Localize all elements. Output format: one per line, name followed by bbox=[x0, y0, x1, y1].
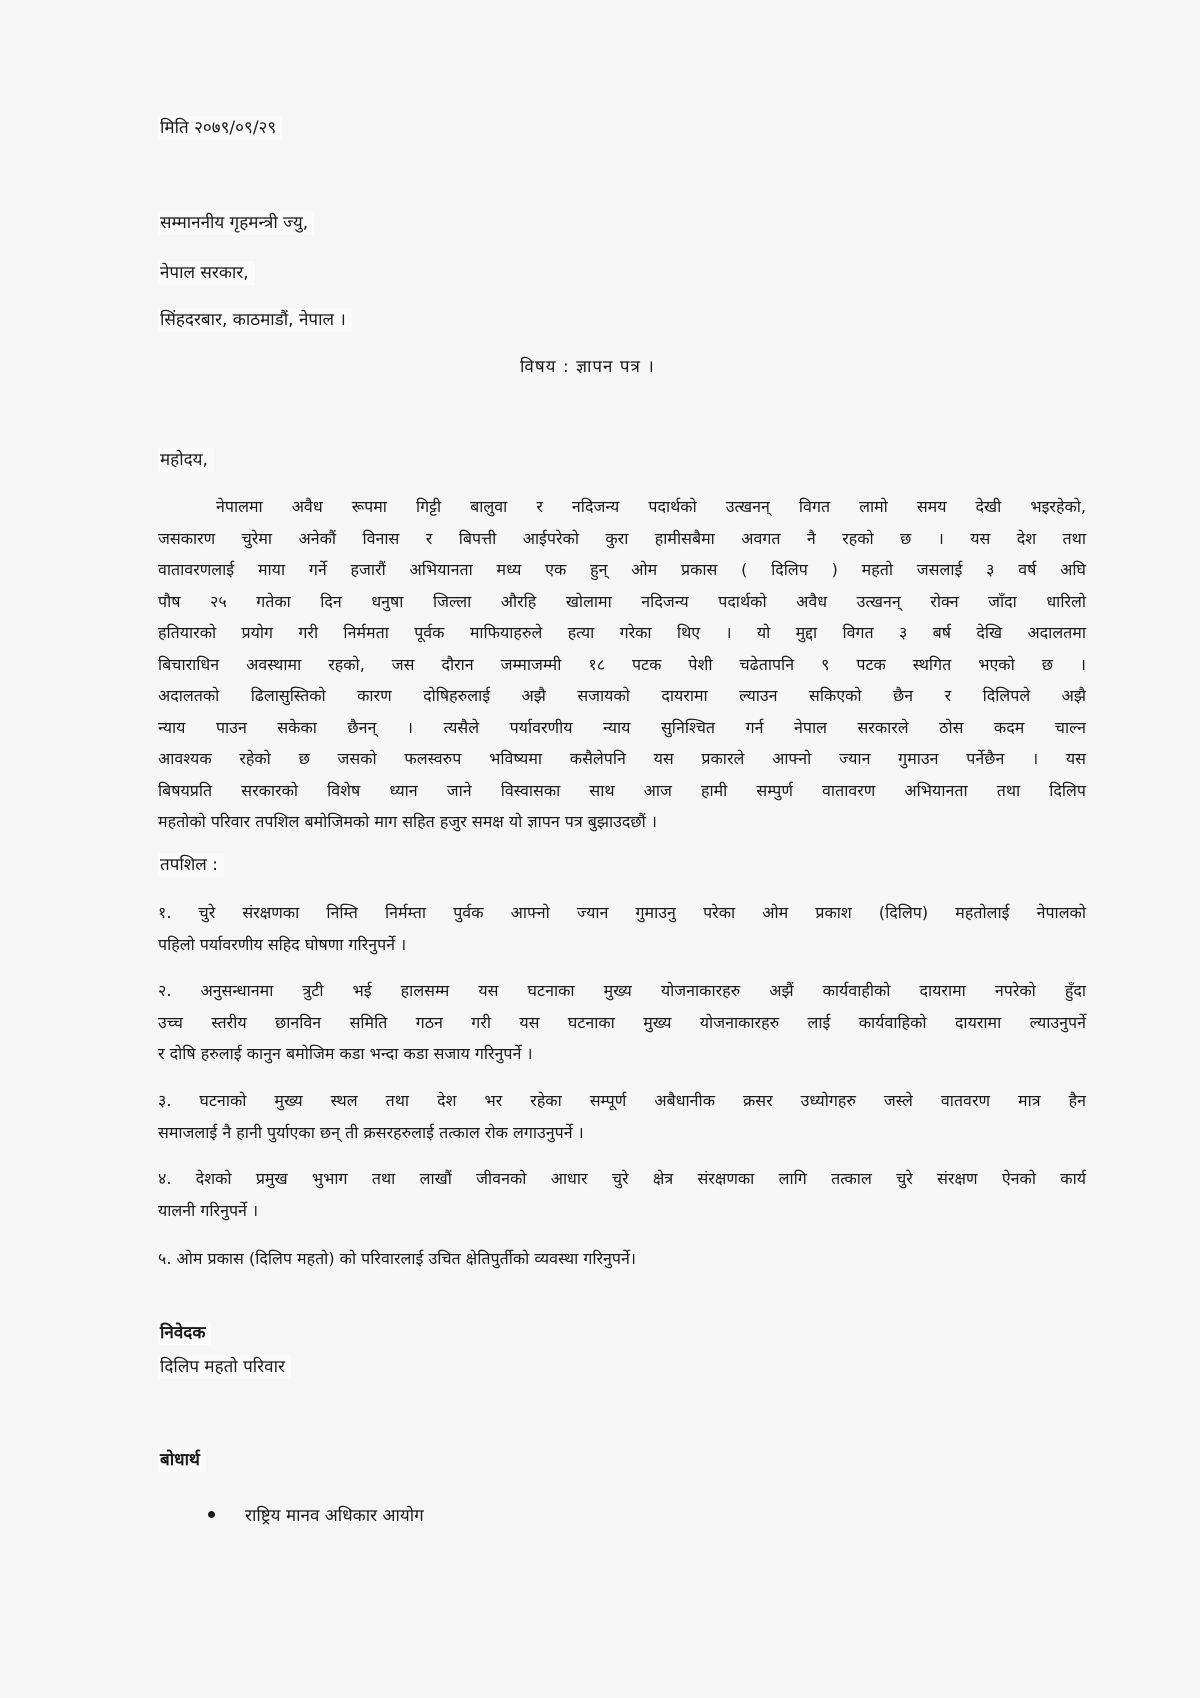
body-line: पौष २५ गतेका दिन धनुषा जिल्ला औरहि खोलामा नदिजन्य पदार्थको अवैध उत्खनन् रोक्न जाँदा धारिलो bbox=[158, 591, 1086, 611]
demand-4 bbox=[158, 1163, 1086, 1226]
letter-date: मिति २०७९/०९/२९ bbox=[158, 116, 282, 140]
cc-list-item bbox=[208, 1503, 424, 1526]
demand-line: समाजलाई नै हानी पुर्याएका छन् ती क्रसरहरुलाई तत्काल रोक लगाउनुपर्ने । bbox=[158, 1122, 584, 1142]
demand-line: ४. देशको प्रमुख भुभाग तथा लाखौं जीवनको आधार चुरे क्षेत्र संरक्षणका लागि तत्काल चुरे संरक्षण ऐनको कार्य bbox=[158, 1169, 1086, 1188]
signatory-name: दिलिप महतो परिवार bbox=[158, 1355, 291, 1379]
demand-line: १. चुरे संरक्षणका निम्ति निर्मम्ता पुर्वक आफ्नो ज्यान गुमाउनु परेका ओम प्रकाश (दिलिप) महतोलाई नेपालको bbox=[158, 903, 1086, 922]
demand-line: ३. घटनाको मुख्य स्थल तथा देश भर रहेका सम्पूर्ण अबैधानीक क्रसर उध्योगहरु जस्ले वातवरण मात्र हैन bbox=[158, 1091, 1086, 1110]
recipient-address: सिंहदरबार, काठमाडौं, नेपाल । bbox=[158, 308, 352, 332]
letter-body bbox=[158, 491, 1086, 838]
salutation: महोदय, bbox=[158, 448, 214, 472]
demand-line: र दोषि हरुलाई कानुन बमोजिम कडा भन्दा कडा सजाय गरिनुपर्ने । bbox=[158, 1044, 533, 1063]
letter-subject: विषय : ज्ञापन पत्र । bbox=[520, 357, 655, 377]
body-line: महतोको परिवार तपशिल बमोजिमको माग सहित हजुर समक्ष यो ज्ञापन पत्र बुझाउदछौं । bbox=[158, 812, 657, 831]
tapashil-label: तपशिल : bbox=[158, 853, 224, 877]
body-line: नेपालमा अवैध रूपमा गिट्टी बालुवा र नदिजन्य पदार्थको उत्खनन् विगत लामो समय देखी भइरहेको, bbox=[216, 497, 1086, 516]
demand-3 bbox=[158, 1085, 1086, 1148]
demand-line: उच्च स्तरीय छानविन समिति गठन गरी यस घटनाका मुख्य योजनाकारहरु लाई कार्यवाहिको दायरामा ल्याउनुपर्ने bbox=[158, 1012, 1086, 1032]
recipient-office: नेपाल सरकार, bbox=[158, 261, 255, 285]
body-line: आवश्यक रहेको छ जसको फलस्वरुप भविष्यमा कसैलेपनि यस प्रकारले आफ्नो ज्यान गुमाउन पर्नेछैन । यस bbox=[158, 749, 1086, 768]
demand-line: पहिलो पर्यावरणीय सहिद घोषणा गरिनुपर्ने । bbox=[158, 934, 407, 954]
demand-line: यालनी गरिनुपर्ने । bbox=[158, 1200, 259, 1220]
signatory-label: निवेदक bbox=[158, 1321, 211, 1345]
body-line: वातावरणलाई माया गर्ने हजारौं अभियानता मध्य एक हुन् ओम प्रकास ( दिलिप ) महतो जसलाई ३ वर्ष अघि bbox=[158, 560, 1086, 579]
body-line: हतियारको प्रयोग गरी निर्ममता पूर्वक माफियाहरुले हत्या गरेका थिए । यो मुद्दा विगत ३ बर्ष देखि अदालतमा bbox=[158, 623, 1086, 642]
bullet-icon bbox=[208, 1511, 215, 1518]
cc-label: बोधार्थ bbox=[158, 1448, 206, 1472]
body-line: बिषयप्रति सरकारको विशेष ध्यान जाने विस्वासका साथ आज हामी सम्पुर्ण वातावरण अभियानता तथा दिलिप bbox=[158, 780, 1086, 800]
demand-line: ५. ओम प्रकास (दिलिप महतो) को परिवारलाई उचित क्षेतिपुर्तीको व्यवस्था गरिनुपर्ने। bbox=[158, 1249, 636, 1268]
demand-1 bbox=[158, 897, 1086, 960]
demand-line: २. अनुसन्धानमा त्रुटी भई हालसम्म यस घटनाका मुख्य योजनाकारहरु अझैं कार्यवाहीको दायरामा नपरेको हुँदा bbox=[158, 981, 1086, 1000]
demand-5 bbox=[158, 1243, 1086, 1275]
recipient-title: सम्माननीय गृहमन्त्री ज्यु, bbox=[158, 211, 314, 235]
body-line: बिचाराधिन अवस्थामा रहको, जस दौरान जम्माजम्मी १८ पटक पेशी चढेतापनि ९ पटक स्थगित भएको छ । bbox=[158, 654, 1086, 674]
cc-item-text: राष्ट्रिय मानव अधिकार आयोग bbox=[245, 1506, 424, 1526]
body-line: न्याय पाउन सकेका छैनन् । त्यसैले पर्यावरणीय न्याय सुनिश्चित गर्न नेपाल सरकारले ठोस कदम चाल्न bbox=[158, 717, 1086, 737]
body-line: अदालतको ढिलासुस्तिको कारण दोषिहरुलाई अझै सजायको दायरामा ल्याउन सकिएको छैन र दिलिपले अझै bbox=[158, 686, 1086, 705]
body-line: जसकारण चुरेमा अनेकौं विनास र बिपत्ती आईपरेको कुरा हामीसबैमा अवगत नै रहको छ । यस देश तथा bbox=[158, 528, 1086, 548]
demand-2 bbox=[158, 975, 1086, 1070]
